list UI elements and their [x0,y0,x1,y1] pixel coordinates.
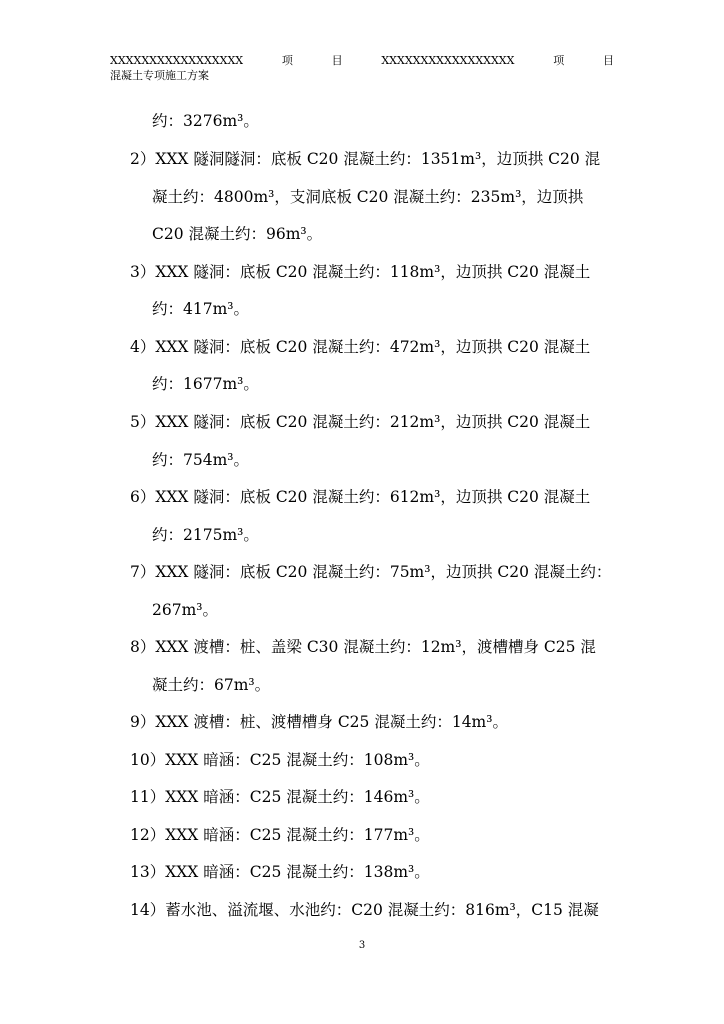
header-project-a: XXXXXXXXXXXXXXXXX [110,54,244,67]
body-line: 10）XXX 暗涵：C25 混凝土约：108m³。 [130,751,430,769]
body-line: 凝土约：4800m³，支洞底板 C20 混凝土约：235m³，边顶拱 [152,188,584,206]
body-line: C20 混凝土约：96m³。 [152,225,323,243]
page-header [110,54,614,82]
body-line: 4）XXX 隧洞：底板 C20 混凝土约：472m³，边顶拱 C20 混凝土 [130,338,591,356]
header-xiang-a: 项 [281,54,293,67]
body-line: 9）XXX 渡槽：桩、渡槽槽身 C25 混凝土约：14m³。 [130,713,508,731]
header-mu-b: 目 [602,54,614,67]
body-line: 2）XXX 隧洞隧洞：底板 C20 混凝土约：1351m³，边顶拱 C20 混 [130,150,601,168]
body-line: 6）XXX 隧洞：底板 C20 混凝土约：612m³，边顶拱 C20 混凝土 [130,488,591,506]
body-line: 约：1677m³。 [152,375,259,393]
body-line: 8）XXX 渡槽：桩、盖梁 C30 混凝土约：12m³，渡槽槽身 C25 混 [130,638,596,656]
body-line: 12）XXX 暗涵：C25 混凝土约：177m³。 [130,826,430,844]
header-subtitle: 混凝土专项施工方案 [110,69,209,82]
page-number: 3 [358,940,366,951]
body-line: 约：2175m³。 [152,526,259,544]
header-row [110,54,614,67]
body-line: 14）蓄水池、溢流堰、水池约：C20 混凝土约：816m³，C15 混凝 [130,901,599,919]
header-mu-a: 目 [331,54,343,67]
header-project-b: XXXXXXXXXXXXXXXXX [381,54,515,67]
body-line: 约：417m³。 [152,300,249,318]
header-xiang-b: 项 [553,54,565,67]
body-line: 3）XXX 隧洞：底板 C20 混凝土约：118m³，边顶拱 C20 混凝土 [130,263,591,281]
body-line: 11）XXX 暗涵：C25 混凝土约：146m³。 [130,788,430,806]
body-line: 267m³。 [152,601,218,619]
body-line: 约：754m³。 [152,451,249,469]
body-line: 凝土约：67m³。 [152,676,271,694]
body-line: 13）XXX 暗涵：C25 混凝土约：138m³。 [130,863,430,881]
body-line: 5）XXX 隧洞：底板 C20 混凝土约：212m³，边顶拱 C20 混凝土 [130,413,591,431]
body-line: 约：3276m³。 [152,112,259,130]
body-line: 7）XXX 隧洞：底板 C20 混凝土约：75m³，边顶拱 C20 混凝土约： [130,563,612,581]
